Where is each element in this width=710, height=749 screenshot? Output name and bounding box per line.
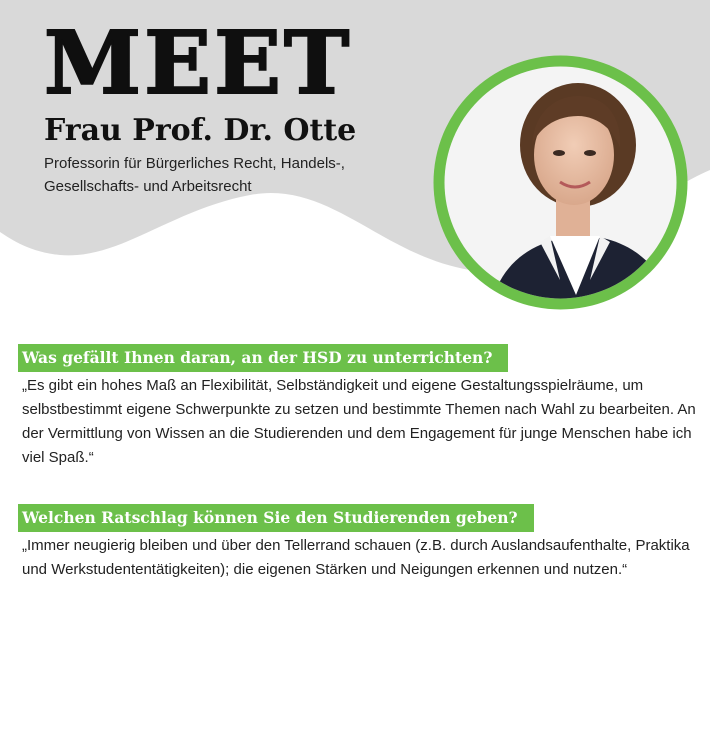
professor-subtitle: Professorin für Bürgerliches Recht, Handels-, Gesellschafts- und Arbeitsrecht [44, 155, 345, 195]
answer-text: „Es gibt ein hohes Maß an Flexibilität, Selbständigkeit und eigene Gestaltungsspielräume, um selbstbestimmt eigene Schwerpunkte zu setzen und bestimmte Themen nach Wahl zu bearbeiten. An der Vermittlung von Wissen an die Studierenden und dem Engagement für junge Menschen habe ich viel Spaß.“ [22, 377, 696, 466]
answer-text: „Immer neugierig bleiben und über den Tellerrand schauen (z.B. durch Auslandsaufenthalte, Praktika und Werkstudententätigkeiten); die eigenen Stärken und Neigungen erkennen und nutzen.“ [22, 537, 690, 578]
professor-name: Frau Prof. Dr. Otte [44, 113, 357, 148]
portrait-photo [428, 50, 693, 315]
qa-block-1 [18, 344, 698, 470]
question-heading: Welchen Ratschlag können Sie den Studierenden geben? [18, 504, 534, 532]
qa-block-2 [18, 504, 698, 582]
meet-headline: MEET [44, 13, 353, 114]
question-heading: Was gefällt Ihnen daran, an der HSD zu unterrichten? [18, 344, 508, 372]
